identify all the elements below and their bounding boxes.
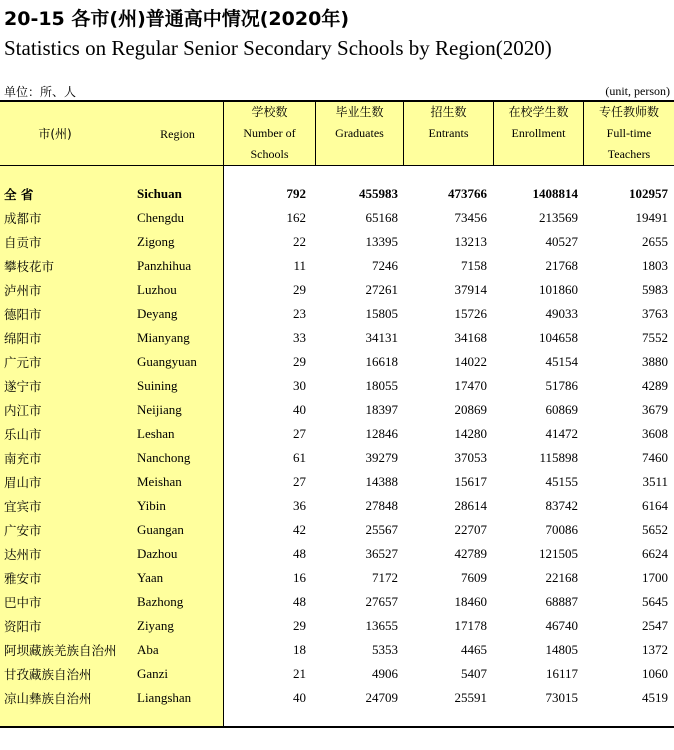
cell-enrollment: 60869: [545, 402, 578, 417]
table-row-total: [0, 182, 674, 206]
region-name-en: Yaan: [137, 570, 164, 585]
region-name-en: Suining: [137, 378, 178, 393]
column-divider: [403, 102, 404, 166]
header-entrants-en: Entrants: [428, 126, 469, 140]
cell-teachers: 3679: [642, 402, 668, 417]
cell-enrollment: 51786: [545, 378, 578, 393]
cell-teachers: 1803: [642, 258, 668, 273]
region-name-cn: 攀枝花市: [4, 259, 55, 274]
cell-entrants: 14022: [454, 354, 487, 369]
header-entrants-cn: 招生数: [430, 105, 467, 119]
region-name-en: Aba: [137, 642, 159, 657]
cell-teachers: 1372: [642, 642, 668, 657]
cell-graduates: 34131: [365, 330, 398, 345]
region-name-cn: 成都市: [4, 211, 42, 226]
cell-enrollment: 49033: [545, 306, 578, 321]
table-row: [0, 254, 674, 278]
cell-schools: 42: [293, 522, 306, 537]
cell-schools: 40: [293, 402, 306, 417]
cell-entrants: 34168: [454, 330, 487, 345]
header-teachers-cn: 专任教师数: [598, 105, 659, 119]
cell-teachers: 6164: [642, 498, 668, 513]
region-name-en: Sichuan: [137, 186, 182, 201]
cell-entrants: 17178: [454, 618, 487, 633]
cell-graduates: 25567: [365, 522, 398, 537]
cell-entrants: 28614: [454, 498, 487, 513]
unit-label-cn: 单位：所、人: [4, 85, 77, 99]
cell-schools: 33: [293, 330, 306, 345]
cell-enrollment: 16117: [545, 666, 578, 681]
cell-schools: 23: [293, 306, 306, 321]
cell-teachers: 3763: [642, 306, 668, 321]
header-region-en: Region: [160, 127, 195, 141]
region-name-en: Ziyang: [137, 618, 174, 633]
cell-entrants: 22707: [454, 522, 487, 537]
cell-graduates: 39279: [365, 450, 398, 465]
cell-graduates: 18055: [365, 378, 398, 393]
cell-teachers: 1700: [642, 570, 668, 585]
region-name-cn: 凉山彝族自治州: [4, 691, 92, 706]
cell-entrants: 15726: [454, 306, 487, 321]
cell-schools: 27: [293, 426, 306, 441]
cell-entrants: 14280: [454, 426, 487, 441]
region-name-en: Dazhou: [137, 546, 178, 561]
table-row: [0, 614, 674, 638]
cell-schools: 11: [293, 258, 306, 273]
region-name-cn: 阿坝藏族羌族自治州: [4, 643, 117, 658]
cell-teachers: 2547: [642, 618, 668, 633]
cell-enrollment: 121505: [539, 546, 578, 561]
table-row: [0, 206, 674, 230]
header-schools-cn: 学校数: [251, 105, 288, 119]
header-teachers-en2: Teachers: [607, 147, 651, 161]
cell-teachers: 5645: [642, 594, 668, 609]
region-name-cn: 自贡市: [4, 235, 42, 250]
cell-schools: 16: [293, 570, 306, 585]
cell-graduates: 15805: [365, 306, 398, 321]
cell-enrollment: 46740: [545, 618, 578, 633]
cell-enrollment: 68887: [545, 594, 578, 609]
cell-schools: 40: [293, 690, 306, 705]
region-name-cn: 巴中市: [4, 595, 42, 610]
table-row: [0, 638, 674, 662]
cell-graduates: 13655: [365, 618, 398, 633]
table-row: [0, 518, 674, 542]
cell-entrants: 13213: [454, 234, 487, 249]
cell-enrollment: 41472: [545, 426, 578, 441]
cell-teachers: 19491: [635, 210, 668, 225]
table-row: [0, 278, 674, 302]
cell-graduates: 13395: [365, 234, 398, 249]
header-graduates: [316, 102, 403, 166]
header-teachers-en1: Full-time: [606, 126, 652, 140]
table-row: [0, 590, 674, 614]
cell-graduates: 7246: [372, 258, 398, 273]
page-title-cn: 20-15 各市(州)普通高中情况(2020年): [4, 8, 349, 30]
cell-teachers: 6624: [642, 546, 668, 561]
cell-enrollment: 1408814: [532, 186, 578, 201]
cell-schools: 30: [293, 378, 306, 393]
cell-teachers: 4519: [642, 690, 668, 705]
region-name-cn: 南充市: [4, 451, 42, 466]
region-name-cn: 内江市: [4, 403, 42, 418]
cell-graduates: 27261: [365, 282, 398, 297]
cell-schools: 792: [286, 186, 306, 201]
region-name-en: Nanchong: [137, 450, 191, 465]
table-row: [0, 470, 674, 494]
column-divider: [315, 102, 316, 166]
cell-schools: 27: [293, 474, 306, 489]
cell-graduates: 7172: [372, 570, 398, 585]
region-name-cn: 乐山市: [4, 427, 42, 442]
cell-enrollment: 213569: [539, 210, 578, 225]
cell-graduates: 16618: [365, 354, 398, 369]
region-name-cn: 泸州市: [4, 283, 42, 298]
cell-enrollment: 115898: [539, 450, 578, 465]
cell-enrollment: 104658: [539, 330, 578, 345]
column-divider: [493, 102, 494, 166]
cell-graduates: 27657: [365, 594, 398, 609]
region-name-en: Chengdu: [137, 210, 184, 225]
table-row: [0, 230, 674, 254]
cell-enrollment: 70086: [545, 522, 578, 537]
cell-entrants: 20869: [454, 402, 487, 417]
cell-teachers: 5652: [642, 522, 668, 537]
cell-entrants: 73456: [454, 210, 487, 225]
header-city-cn: 市(州): [38, 127, 72, 141]
cell-schools: 22: [293, 234, 306, 249]
region-name-cn: 宜宾市: [4, 499, 42, 514]
unit-label-en: (unit, person): [605, 84, 670, 98]
cell-enrollment: 45155: [545, 474, 578, 489]
region-name-en: Meishan: [137, 474, 182, 489]
header-schools: [224, 102, 315, 166]
region-name-en: Guangyuan: [137, 354, 197, 369]
cell-schools: 48: [293, 546, 306, 561]
table-header: [0, 102, 674, 166]
table-row: [0, 542, 674, 566]
cell-teachers: 3511: [642, 474, 668, 489]
header-enrollment-cn: 在校学生数: [508, 105, 569, 119]
cell-schools: 29: [293, 618, 306, 633]
table-row: [0, 374, 674, 398]
region-name-en: Yibin: [137, 498, 166, 513]
table-row: [0, 422, 674, 446]
region-name-cn: 遂宁市: [4, 379, 42, 394]
table-bottom-rule: [0, 726, 674, 728]
cell-enrollment: 73015: [545, 690, 578, 705]
cell-entrants: 7609: [461, 570, 487, 585]
cell-entrants: 17470: [454, 378, 487, 393]
cell-entrants: 25591: [454, 690, 487, 705]
cell-entrants: 18460: [454, 594, 487, 609]
header-graduates-en: Graduates: [335, 126, 384, 140]
cell-enrollment: 14805: [545, 642, 578, 657]
region-name-en: Zigong: [137, 234, 175, 249]
cell-teachers: 102957: [629, 186, 668, 201]
header-enrollment-en: Enrollment: [511, 126, 566, 140]
region-name-cn: 达州市: [4, 547, 42, 562]
cell-enrollment: 40527: [545, 234, 578, 249]
region-name-cn: 绵阳市: [4, 331, 42, 346]
cell-entrants: 4465: [461, 642, 487, 657]
table-row: [0, 566, 674, 590]
cell-schools: 48: [293, 594, 306, 609]
table-row: [0, 350, 674, 374]
region-name-cn: 眉山市: [4, 475, 42, 490]
cell-entrants: 15617: [454, 474, 487, 489]
cell-graduates: 18397: [365, 402, 398, 417]
region-name-en: Neijiang: [137, 402, 182, 417]
header-entrants: [404, 102, 493, 166]
region-name-cn: 广元市: [4, 355, 42, 370]
cell-graduates: 65168: [365, 210, 398, 225]
region-name-cn: 德阳市: [4, 307, 42, 322]
cell-teachers: 4289: [642, 378, 668, 393]
cell-teachers: 7460: [642, 450, 668, 465]
region-name-en: Luzhou: [137, 282, 177, 297]
region-name-cn: 广安市: [4, 523, 42, 538]
cell-schools: 29: [293, 282, 306, 297]
region-name-cn: 全 省: [4, 187, 34, 202]
cell-teachers: 3880: [642, 354, 668, 369]
cell-graduates: 455983: [359, 186, 398, 201]
region-name-en: Ganzi: [137, 666, 169, 681]
cell-teachers: 1060: [642, 666, 668, 681]
cell-teachers: 5983: [642, 282, 668, 297]
region-name-en: Liangshan: [137, 690, 192, 705]
region-name-cn: 甘孜藏族自治州: [4, 667, 92, 682]
header-schools-en1: Number of: [243, 126, 296, 140]
table-row: [0, 662, 674, 686]
table-row: [0, 326, 674, 350]
cell-entrants: 5407: [461, 666, 487, 681]
cell-graduates: 24709: [365, 690, 398, 705]
cell-graduates: 36527: [365, 546, 398, 561]
cell-entrants: 42789: [454, 546, 487, 561]
table-row: [0, 398, 674, 422]
cell-enrollment: 22168: [545, 570, 578, 585]
cell-entrants: 37053: [454, 450, 487, 465]
cell-teachers: 2655: [642, 234, 668, 249]
region-name-en: Guangan: [137, 522, 184, 537]
column-divider: [583, 102, 584, 166]
table-row: [0, 494, 674, 518]
cell-schools: 162: [286, 210, 306, 225]
page-title-en: Statistics on Regular Senior Secondary Schools by Region(2020): [4, 36, 552, 60]
header-teachers: [584, 102, 674, 166]
region-name-en: Leshan: [137, 426, 175, 441]
cell-schools: 18: [293, 642, 306, 657]
cell-teachers: 3608: [642, 426, 668, 441]
cell-entrants: 473766: [448, 186, 487, 201]
cell-entrants: 7158: [461, 258, 487, 273]
header-schools-en2: Schools: [250, 147, 289, 161]
table-row: [0, 686, 674, 710]
cell-enrollment: 45154: [545, 354, 578, 369]
region-name-cn: 资阳市: [4, 619, 42, 634]
region-name-en: Bazhong: [137, 594, 184, 609]
cell-enrollment: 21768: [545, 258, 578, 273]
cell-graduates: 5353: [372, 642, 398, 657]
cell-enrollment: 101860: [539, 282, 578, 297]
header-enrollment: [494, 102, 583, 166]
region-name-en: Panzhihua: [137, 258, 192, 273]
table-row: [0, 446, 674, 470]
header-graduates-cn: 毕业生数: [335, 105, 384, 119]
table-row: [0, 302, 674, 326]
cell-graduates: 27848: [365, 498, 398, 513]
cell-graduates: 14388: [365, 474, 398, 489]
region-name-cn: 雅安市: [4, 571, 42, 586]
cell-schools: 21: [293, 666, 306, 681]
cell-schools: 61: [293, 450, 306, 465]
cell-schools: 29: [293, 354, 306, 369]
region-name-en: Mianyang: [137, 330, 190, 345]
cell-entrants: 37914: [454, 282, 487, 297]
region-name-en: Deyang: [137, 306, 178, 321]
cell-graduates: 4906: [372, 666, 398, 681]
cell-graduates: 12846: [365, 426, 398, 441]
cell-enrollment: 83742: [545, 498, 578, 513]
cell-teachers: 7552: [642, 330, 668, 345]
cell-schools: 36: [293, 498, 306, 513]
column-divider: [223, 102, 224, 166]
